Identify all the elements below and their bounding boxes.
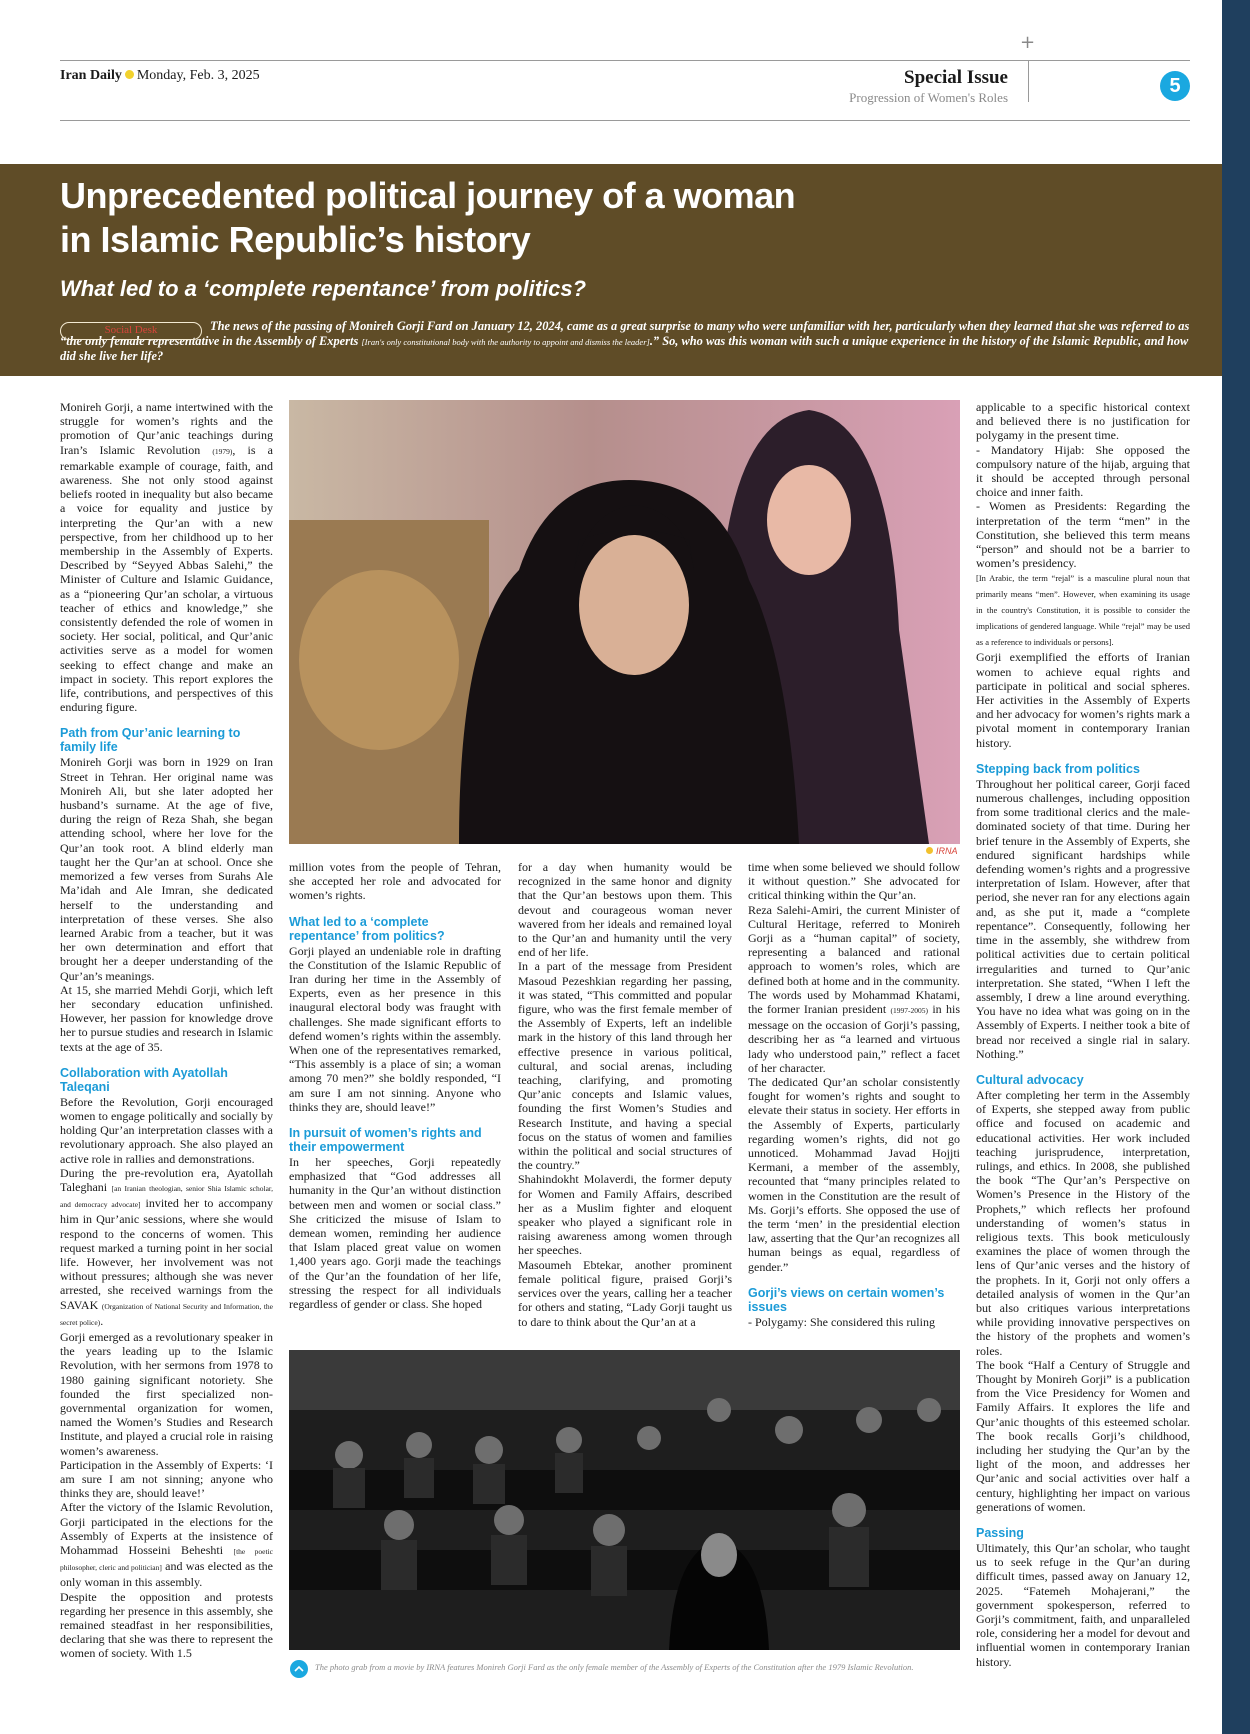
subheadline: What led to a ‘complete repentance’ from politics? — [60, 276, 587, 301]
text: and was elected as the only woman in this assembly. — [60, 1559, 273, 1590]
desk-label: Social Desk — [60, 322, 202, 340]
section-heading: Cultural advocacy — [976, 1072, 1084, 1087]
text: The words used by Mohammad Khatami, the former Iranian president — [748, 987, 960, 1017]
portrait-photo-illustration — [289, 400, 960, 844]
intro-text — [60, 319, 1190, 364]
paragraph: - Mandatory Hijab: She opposed the compulsory nature of the hijab, arguing that it should be accepted through personal choice and inner faith. — [976, 442, 1190, 500]
photo-caption: The photo grab from a movie by IRNA features Monireh Gorji Fard as the only female member of the Assembly of Experts of the Constitution after the 1979 Islamic Revolution. — [315, 1662, 914, 1672]
column-5 — [976, 400, 1190, 1669]
note: (Organization of National Security and Information, the secret police) — [60, 1301, 273, 1327]
paragraph: - Polygamy: She considered this ruling — [748, 1314, 935, 1329]
paragraph: Participation in the Assembly of Experts: ‘I am sure I am not sinning; anyone who thinks they are, should leave!’ — [60, 1457, 273, 1501]
column-1 — [60, 400, 273, 1661]
assembly-photo-illustration — [289, 1350, 960, 1650]
caption-arrow-icon — [290, 1660, 308, 1678]
paragraph: Monireh Gorji was born in 1929 on Iran Street in Tehran. Her original name was Monireh Ali, but she later adopted her husband’s surname. At the age of five, during the reign of Reza Shah, she began attending school, where her love for the Qur’an took root. A blind elderly man taught her the Qur’an at school. Once she memorized a few verses from Surahs Ale Ma’idah and Ale Imran, she dedicated herself to the understanding and interpretation of these verses. She also learned Arabic from a teacher, but it was her own determination and effort that brought her a deeper understanding of the Qur’an’s meanings. — [60, 755, 273, 983]
note: [an Iranian theologian, senior Shia Islamic scholar, and democracy advocate] — [60, 1183, 273, 1210]
paragraph — [60, 1500, 273, 1589]
paragraph: Shahindokht Molaverdi, the former deputy for Women and Family Affairs, described her as a Muslim fighter and eloquent speaker who played a significant role in raising awareness among women through her speeches. — [518, 1172, 732, 1258]
section-heading: Collaboration with Ayatollah Taleqani — [60, 1065, 228, 1094]
issue-date: Monday, Feb. 3, 2025 — [136, 68, 260, 83]
credit-dot-icon — [926, 847, 933, 854]
header-top-rule — [60, 60, 1190, 61]
paragraph: million votes from the people of Tehran, she accepted her role and advocated for women’s rights. — [289, 860, 501, 903]
note: (1979) — [212, 446, 233, 456]
column-4 — [748, 860, 960, 1329]
brand-name: Iran Daily — [60, 68, 122, 83]
header-bottom-rule — [60, 120, 1190, 121]
section-subtitle: Progression of Women's Roles — [849, 90, 1008, 105]
header-divider — [1028, 60, 1029, 102]
paragraph: The dedicated Qur’an scholar consistently fought for women’s rights and sought to elevate their status in society. Her efforts in the Assembly of Experts, particularly regarding women’s rights, did not go unnoticed. Mohammad Javad Hojjti Kermani, a member of the assembly, recounted that “many principles related to women in the Constitution are the result of Ms. Gorji’s efforts. She opposed the use of the term ‘men’ in the presidential election law, asserting that the Qur’an recognizes all human beings as equal, regardless of gender.” — [748, 1075, 960, 1274]
plus-icon: + — [1020, 32, 1036, 53]
paragraph: In a part of the message from President Masoud Pezeshkian regarding her passing, it was stated, “This committed and popular figure, who was the first female member of the Assembly of Experts, left an indelible mark in the history of this land through her effective presence in various political, cultural, and social arenas, including teaching, clarifying, and promoting Qur’anic concepts and Islamic values, founding the first Women’s Studies and Research Institute, and having a special focus on the status of women and families within the political and social structures of the country.” — [518, 959, 732, 1173]
section-heading: Path from Qur’anic learning to family life — [60, 726, 241, 755]
portrait-photo — [289, 400, 960, 844]
section-heading: What led to a ‘complete repentance’ from politics? — [289, 914, 445, 943]
paragraph: After completing her term in the Assembly of Experts, she stepped away from public office and focused on academic and educational activities. Her work included teaching jurisprudence, interpretation, rulings, and ethics. In 2008, she published the book “The Qur’an’s Perspective on Women’s Presence in the History of the Prophets,” which reflects her profound understanding of women’s status in religious texts. This book meticulously examines the place of women through the lens of Qur’anic verses and the history of the prophets. In it, Gorji not only offers a detailed analysis of women in the Qur’an but also critiques various interpretations while providing innovative perspectives on the history of the prophets and women’s roles. — [976, 1087, 1190, 1358]
section-heading: Gorji’s views on certain women’s issues — [748, 1285, 945, 1314]
paragraph: Gorji played an undeniable role in drafting the Constitution of the Islamic Republic of Iran during her time in the Assembly of Experts, even as her presence in this inaugural electoral body was fraught with challenges. She made significant efforts to defend women’s rights within the assembly. When one of the representatives remarked, “This assembly is a place of sin; a woman among 70 men?” she boldly responded, “I am sure I am not sinning. Anyone who thinks they are, should leave!” — [289, 943, 501, 1114]
section-name: Special Issue — [904, 67, 1008, 88]
paragraph: - Women as Presidents: Regarding the interpretation of the term “men” in the Constitution, she believed this term means “person” and should not be a barrier to women’s presidency. — [976, 499, 1190, 571]
text: After the victory of the Islamic Revolution, Gorji participated in the elections for the Assembly of Experts at the insistence of Mohammad Hosseini Beheshti — [60, 1500, 273, 1558]
intro-part-b: .” So, who was this woman with such a unique experience in the history of the Islamic Republic, and how did she live her life? — [60, 333, 1189, 363]
text: in his message on the occasion of Gorji’s passing, describing her as “a learned and virtuous lady who understood pain,” reflect a facet of her character. — [748, 1002, 960, 1075]
paragraph — [748, 988, 960, 1075]
section-heading: In pursuit of women’s rights and their empowerment — [289, 1126, 482, 1155]
bracket-note: [In Arabic, the term “rejal” is a masculine plural noun that primarily means “men”. However, when examining its usage in the country's Constitution, it is possible to consider the implications of gendered language. While “rejal” may be used as a reference to individuals or persons]. — [976, 573, 1190, 648]
text: During the pre-revolution era, Ayatollah Taleghani — [60, 1165, 273, 1194]
section-heading: Stepping back from politics — [976, 761, 1140, 776]
headline — [60, 174, 960, 262]
credit-text: IRNA — [936, 846, 958, 856]
paragraph: applicable to a specific historical context and believed there is no justification for polygamy in the present time. — [976, 400, 1190, 443]
text: . — [100, 1313, 104, 1328]
section-title — [849, 67, 1008, 106]
headline-line-1: Unprecedented political journey of a woman — [60, 175, 796, 216]
paragraph: At 15, she married Mehdi Gorji, which left her secondary education unfinished. However, her passion for knowledge drove her to pursue studies and research in Islamic texts at the age of 35. — [60, 982, 273, 1054]
headline-line-2: in Islamic Republic’s history — [60, 219, 531, 260]
paragraph: Throughout her political career, Gorji faced numerous challenges, including opposition from some traditional clerics and the male-dominated society of that time. During her brief tenure in the Assembly of Experts, she endured significant hardships while defending women’s rights and a progressive interpretation of Islam. However, after that period, she never ran for any elections again and, as she put it, made a “complete repentance”. Consequently, following her time in the assembly, she withdrew from political activities due to certain political irregularities and turned to Qur’anic interpretation. She stated, “When I left the assembly, I drew a line around everything. You have no idea what was going on in the Assembly of Experts. I neither took a bite of bread nor received a single rial in salary. Nothing.” — [976, 776, 1190, 1061]
column-3 — [518, 860, 732, 1329]
paragraph: for a day when humanity would be recognized in the same honor and dignity that the Qur’an bestows upon them. This devout and courageous woman never wavered from her ideals and remained loyal to the Qur’an and humanity until the very end of her life. — [518, 860, 732, 960]
page-edge-bar — [1222, 0, 1250, 1734]
note: [the poetic philosopher, cleric and politician] — [60, 1547, 273, 1573]
paragraph: Despite the opposition and protests regarding her presence in this assembly, she remained steadfast in her responsibilities, declaring that she was there to represent the women of society. With 1.5 — [60, 1589, 273, 1661]
photo-credit — [926, 846, 958, 856]
paragraph: Masoumeh Ebtekar, another prominent female political figure, praised Gorji’s services over the years, calling her a teacher for others and stating, “Lady Gorji taught us to dare to think about the Qur’an at a — [518, 1257, 732, 1329]
bullet-dot-icon — [125, 70, 134, 79]
chevron-up-icon — [290, 1660, 308, 1678]
text: Monireh Gorji, a name intertwined with the struggle for women’s rights and the promotion of Qur’anic teachings during Iran’s Islamic Revolution — [60, 400, 273, 457]
paragraph: time when some believed we should follow it without question.” She advocated for critical thinking within the Qur’an. — [748, 860, 960, 903]
intro-note: [Iran's only constitutional body with the authority to appoint and dismiss the leader] — [361, 336, 650, 347]
paragraph: Ultimately, this Qur’an scholar, who taught us to seek refuge in the Qur’an during difficult times, passed away on January 12, 2025. “Fatemeh Mohajerani,” the government spokesperson, referred to Gorji’s commitment, faith, and unparalleled role, considering her a model for devout and influential women in contemporary Iranian history. — [976, 1541, 1190, 1669]
paragraph — [60, 400, 273, 714]
intro-part-a: The news of the passing of Monireh Gorji Fard on January 12, 2024, came as a great surprise to many who were unfamiliar with her, particularly when they learned that she was referred to as “the only female representative in the Assembly of Experts — [60, 319, 1190, 348]
section-heading: Passing — [976, 1526, 1024, 1541]
column-2 — [289, 860, 501, 1311]
paragraph: Gorji emerged as a revolutionary speaker in the years leading up to the Islamic Revolution, with her sermons from 1978 to 1980 gaining significant notoriety. She founded the first specialized non-governmental organization for women, named the Women’s Studies and Research Institute, and played a crucial role in raising women’s awareness. — [60, 1329, 273, 1458]
paragraph: Gorji exemplified the efforts of Iranian women to achieve equal rights and participate in political and social spheres. Her activities in the Assembly of Experts and her advocacy for women’s rights mark a pivotal moment in contemporary Iranian history. — [976, 650, 1190, 750]
assembly-photo — [289, 1350, 960, 1650]
note: (1997-2005) — [890, 1006, 929, 1016]
text: invited her to accompany him in Qur’anic sessions, where she would respond to the concerns of women. This request marked a turning point in her social life. However, her involvement was not without pressures; although she was never arrested, she received warnings from the SAVAK — [60, 1196, 274, 1312]
paragraph — [60, 1166, 273, 1330]
paragraph: Before the Revolution, Gorji encouraged women to engage politically and socially by holding Qur’an interpretation classes with a revolutionary approach. She also played an active role in rallies and demonstrations. — [60, 1094, 273, 1166]
masthead — [60, 68, 260, 84]
paragraph: In her speeches, Gorji repeatedly emphasized that “God addresses all humanity in the Qur’an without distinction between men and women or social class.” She criticized the misuse of Islam to demean women, reminding her audience that Islam placed great value on women 1,400 years ago. Gorji made the teachings of the Qur’an the foundation of her life, stressing the respect for all individuals regardless of gender or class. She hoped — [289, 1155, 501, 1312]
paragraph: Reza Salehi-Amiri, the current Minister of Cultural Heritage, referred to Monireh Gorji as a “human capital” of society, representing a balanced and rational approach to women’s roles, which are defined both at home and in the community. — [748, 902, 960, 988]
text: , is a remarkable example of courage, faith, and awareness. She not only stood against beliefs rooted in inequality but also became a voice for equality and justice by interpreting the Qur’an with a new perspective, from her childhood up to her membership in the Assembly of Experts. Described by “Seyyed Abbas Salehi,” the Minister of Culture and Islamic Guidance, as a “pioneering Qur’an scholar, a virtuous teacher of ethics and knowledge,” she consistently defended the role of women in society. Her social, political, and Qur’anic activities serve as a model for women seeking to effect change and make an impact in society. This report explores the life, contributions, and perspectives of this enduring figure. — [60, 442, 273, 715]
paragraph: The book “Half a Century of Struggle and Thought by Monireh Gorji” is a publication from the Vice Presidency for Women and Family Affairs. It explores the life and Qur’anic thoughts of this esteemed scholar. The book recalls Gorji’s childhood, including her studying the Qur’an by the light of the moon, and addresses her Qur’anic and social activities over half a century, highlighting her impact on various generations of women. — [976, 1357, 1190, 1514]
page-number-badge: 5 — [1160, 71, 1190, 101]
